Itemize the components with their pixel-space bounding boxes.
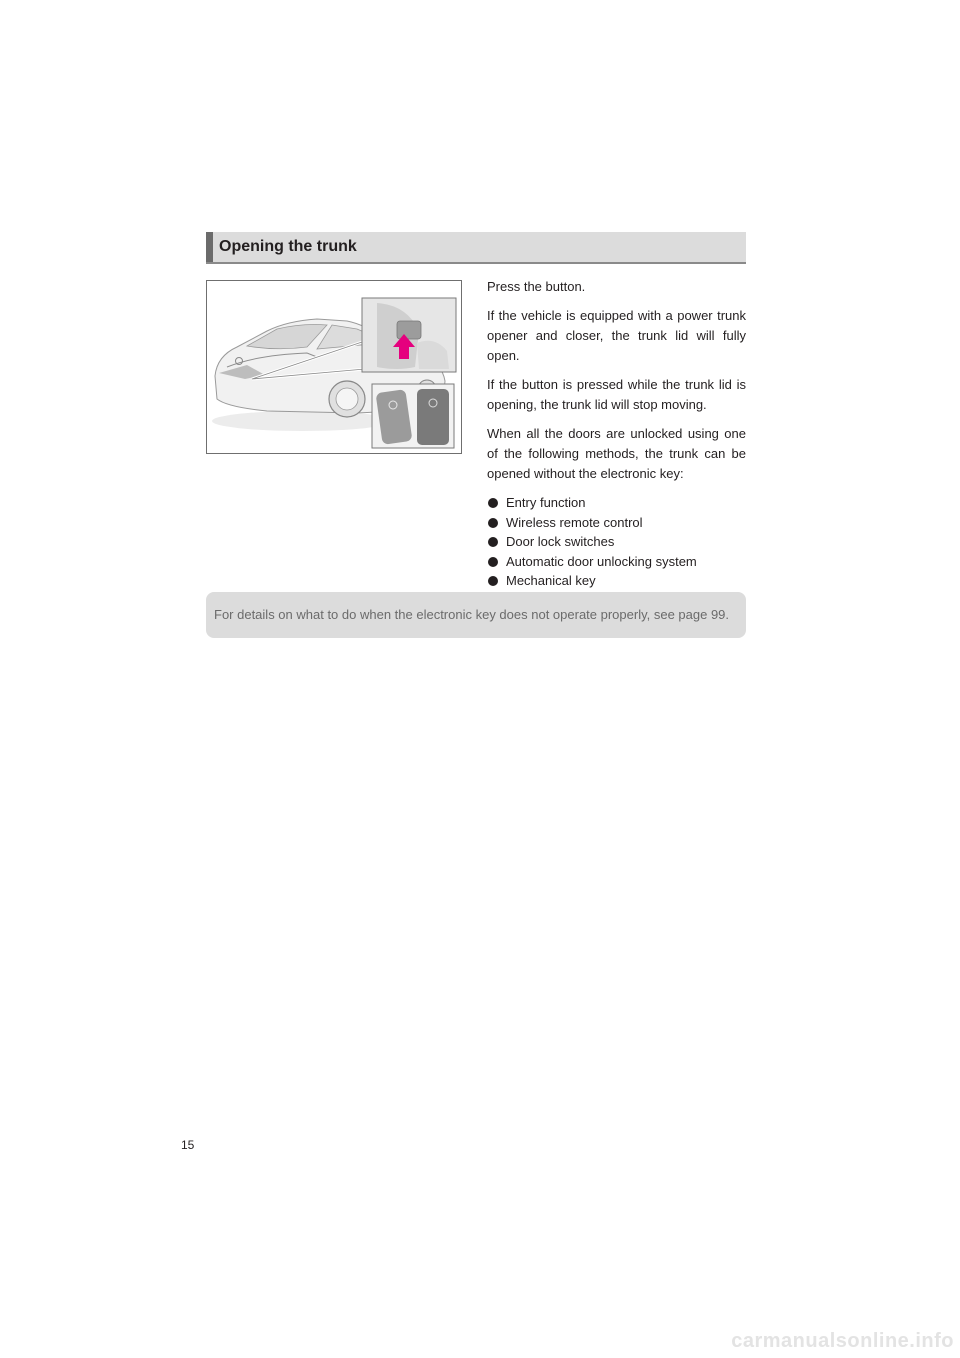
list-item-label: Door lock switches: [506, 534, 615, 549]
list-item-label: Automatic door unlocking system: [506, 553, 697, 569]
bullet-icon: [488, 518, 498, 528]
section-header: [206, 232, 746, 264]
list-item: [487, 571, 746, 591]
instructions-text: [487, 277, 746, 591]
unlock-methods-list: [487, 493, 746, 591]
list-item-label: Entry function: [506, 495, 586, 510]
paragraph-press-button: Press the button.: [487, 279, 586, 294]
paragraph-stop-moving: If the button is pressed while the trunk lid is opening, the trunk lid will stop moving.: [487, 377, 746, 412]
paragraph-unlock-methods: When all the doors are unlocked using one of the following methods, the trunk can be opened without the electronic key:: [487, 426, 746, 481]
list-item: [487, 552, 746, 572]
bullet-icon: [488, 498, 498, 508]
page-number: 15: [181, 1138, 195, 1152]
bullet-icon: [488, 576, 498, 586]
list-item: [487, 532, 746, 552]
list-item-label: Mechanical key: [506, 573, 596, 588]
list-item: [487, 493, 746, 513]
list-item: [487, 513, 746, 533]
list-item-label: Wireless remote control: [506, 514, 643, 530]
note-box: For details on what to do when the electronic key does not operate properly, see page 99.: [206, 592, 746, 638]
bullet-icon: [488, 557, 498, 567]
watermark: carmanualsonline.info: [731, 1330, 954, 1352]
trunk-illustration: [206, 280, 462, 454]
section-title: Opening the trunk: [219, 238, 357, 255]
bullet-icon: [488, 537, 498, 547]
car-rear-illustration-svg: [207, 281, 461, 453]
section-header-accent-bar: [206, 232, 213, 262]
paragraph-power-trunk: If the vehicle is equipped with a power trunk opener and closer, the trunk lid will fully open.: [487, 308, 746, 363]
